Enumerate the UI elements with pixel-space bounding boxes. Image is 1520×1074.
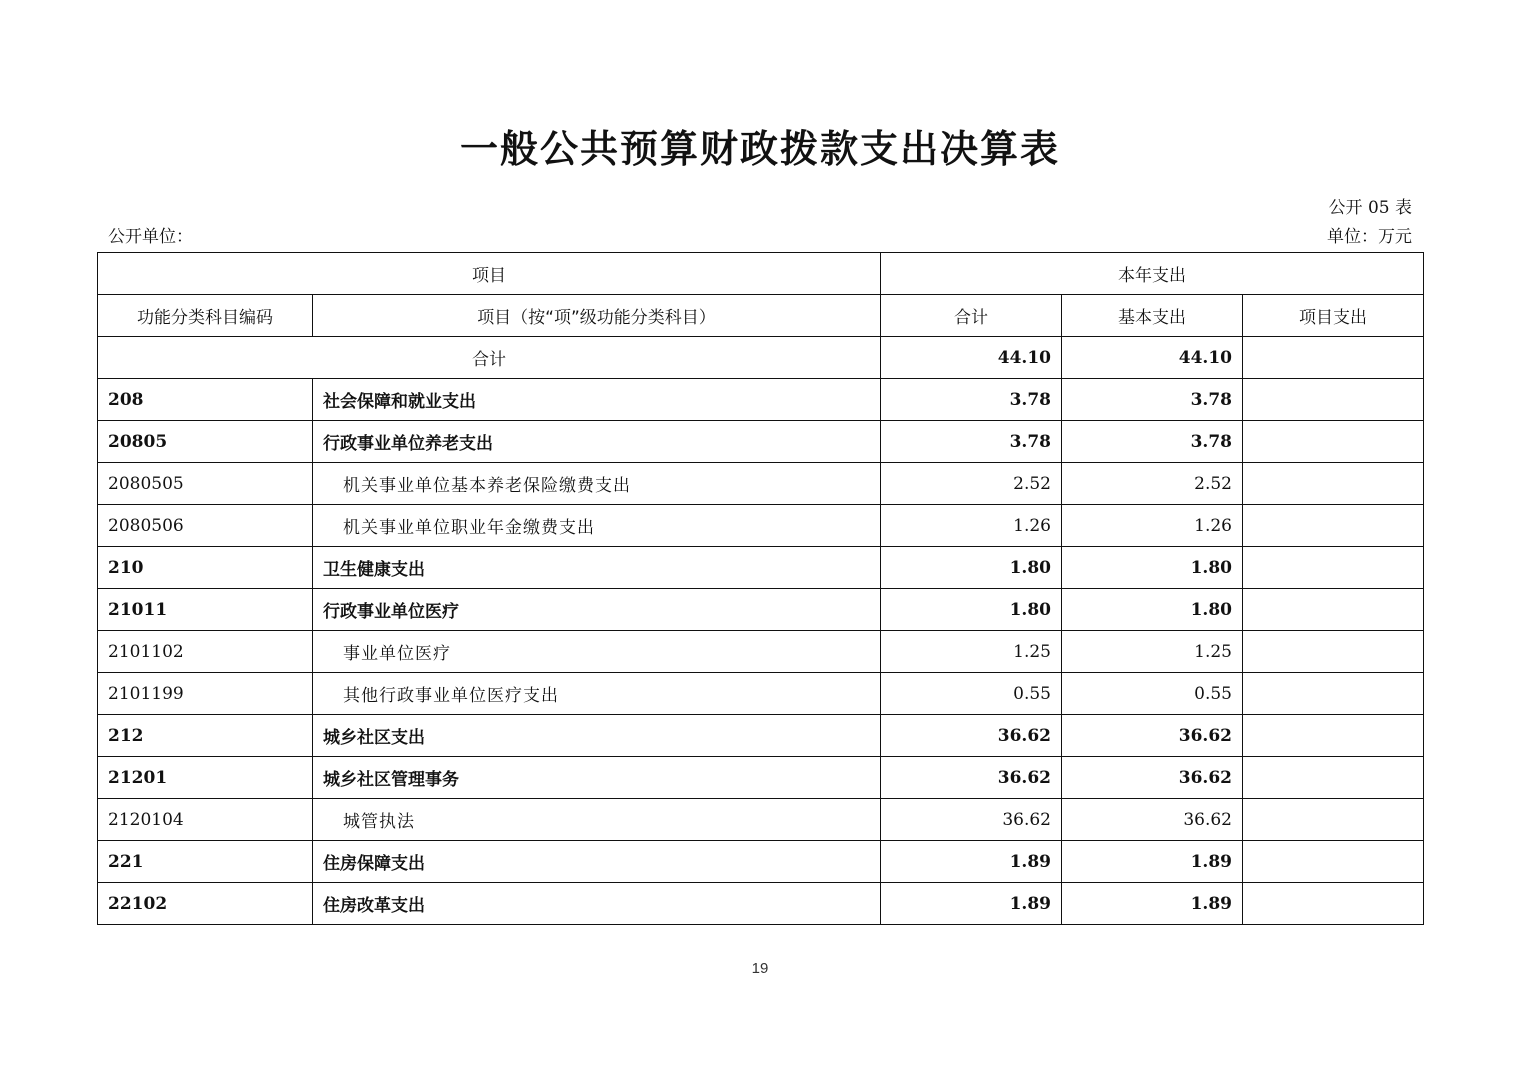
row-project (1243, 631, 1424, 673)
row-code: 2101102 (98, 631, 313, 673)
page-number: 19 (751, 960, 769, 977)
table-row (98, 673, 1424, 715)
row-project (1243, 883, 1424, 925)
row-code: 2101199 (98, 673, 313, 715)
header-code: 功能分类科目编码 (98, 295, 313, 337)
row-item-name: 住房保障支出 (313, 841, 881, 883)
row-project (1243, 421, 1424, 463)
row-item-name: 社会保障和就业支出 (313, 379, 881, 421)
table-row (98, 379, 1424, 421)
row-project (1243, 379, 1424, 421)
row-project (1243, 799, 1424, 841)
row-code: 210 (98, 547, 313, 589)
total-basic: 44.10 (1062, 337, 1243, 379)
row-code: 208 (98, 379, 313, 421)
table-row (98, 799, 1424, 841)
row-basic: 36.62 (1062, 799, 1243, 841)
header-basic: 基本支出 (1062, 295, 1243, 337)
header-row-2 (98, 295, 1424, 337)
table-row (98, 421, 1424, 463)
row-basic: 1.89 (1062, 841, 1243, 883)
reporting-unit-label: 公开单位： (108, 227, 193, 247)
row-basic: 1.25 (1062, 631, 1243, 673)
expenditure-table (97, 252, 1424, 925)
row-code: 2080506 (98, 505, 313, 547)
row-project (1243, 505, 1424, 547)
row-item-name: 其他行政事业单位医疗支出 (313, 673, 881, 715)
row-basic: 1.80 (1062, 547, 1243, 589)
row-code: 21011 (98, 589, 313, 631)
table-row (98, 589, 1424, 631)
row-basic: 36.62 (1062, 757, 1243, 799)
row-item-name: 城乡社区支出 (313, 715, 881, 757)
header-current-year: 本年支出 (881, 253, 1424, 295)
row-total: 1.25 (881, 631, 1062, 673)
row-project (1243, 757, 1424, 799)
header-project-expenditure: 项目支出 (1243, 295, 1424, 337)
row-total: 36.62 (881, 799, 1062, 841)
row-basic: 3.78 (1062, 379, 1243, 421)
table-row (98, 715, 1424, 757)
row-basic: 1.80 (1062, 589, 1243, 631)
row-item-name: 机关事业单位职业年金缴费支出 (313, 505, 881, 547)
row-project (1243, 715, 1424, 757)
row-total: 1.80 (881, 547, 1062, 589)
row-total: 36.62 (881, 757, 1062, 799)
row-total: 0.55 (881, 673, 1062, 715)
header-item: 项目（按“项”级功能分类科目） (313, 295, 881, 337)
row-total: 3.78 (881, 421, 1062, 463)
total-project (1243, 337, 1424, 379)
row-total: 3.78 (881, 379, 1062, 421)
row-item-name: 事业单位医疗 (313, 631, 881, 673)
row-item-name: 城管执法 (313, 799, 881, 841)
row-project (1243, 589, 1424, 631)
currency-unit-label: 单位：万元 (1327, 227, 1412, 247)
row-code: 21201 (98, 757, 313, 799)
table-row (98, 631, 1424, 673)
row-total: 1.89 (881, 883, 1062, 925)
header-row-1 (98, 253, 1424, 295)
row-code: 212 (98, 715, 313, 757)
row-project (1243, 673, 1424, 715)
row-item-name: 行政事业单位医疗 (313, 589, 881, 631)
row-basic: 0.55 (1062, 673, 1243, 715)
row-code: 2080505 (98, 463, 313, 505)
row-code: 2120104 (98, 799, 313, 841)
table-row (98, 463, 1424, 505)
row-code: 20805 (98, 421, 313, 463)
row-total: 1.89 (881, 841, 1062, 883)
row-project (1243, 547, 1424, 589)
row-total: 36.62 (881, 715, 1062, 757)
total-row (98, 337, 1424, 379)
page-title: 一般公共预算财政拨款支出决算表 (459, 127, 1060, 171)
header-project: 项目 (98, 253, 881, 295)
row-item-name: 机关事业单位基本养老保险缴费支出 (313, 463, 881, 505)
row-total: 2.52 (881, 463, 1062, 505)
row-item-name: 住房改革支出 (313, 883, 881, 925)
row-total: 1.26 (881, 505, 1062, 547)
row-basic: 1.26 (1062, 505, 1243, 547)
header-total: 合计 (881, 295, 1062, 337)
table-row (98, 841, 1424, 883)
row-code: 221 (98, 841, 313, 883)
row-basic: 2.52 (1062, 463, 1243, 505)
row-item-name: 卫生健康支出 (313, 547, 881, 589)
total-sum: 44.10 (881, 337, 1062, 379)
row-total: 1.80 (881, 589, 1062, 631)
table-row (98, 757, 1424, 799)
row-code: 22102 (98, 883, 313, 925)
row-project (1243, 463, 1424, 505)
table-row (98, 883, 1424, 925)
table-row (98, 505, 1424, 547)
table-row (98, 547, 1424, 589)
row-project (1243, 841, 1424, 883)
row-basic: 36.62 (1062, 715, 1243, 757)
form-number: 公开 05 表 (1328, 198, 1412, 218)
row-basic: 3.78 (1062, 421, 1243, 463)
total-label: 合计 (98, 337, 881, 379)
row-item-name: 行政事业单位养老支出 (313, 421, 881, 463)
row-item-name: 城乡社区管理事务 (313, 757, 881, 799)
row-basic: 1.89 (1062, 883, 1243, 925)
